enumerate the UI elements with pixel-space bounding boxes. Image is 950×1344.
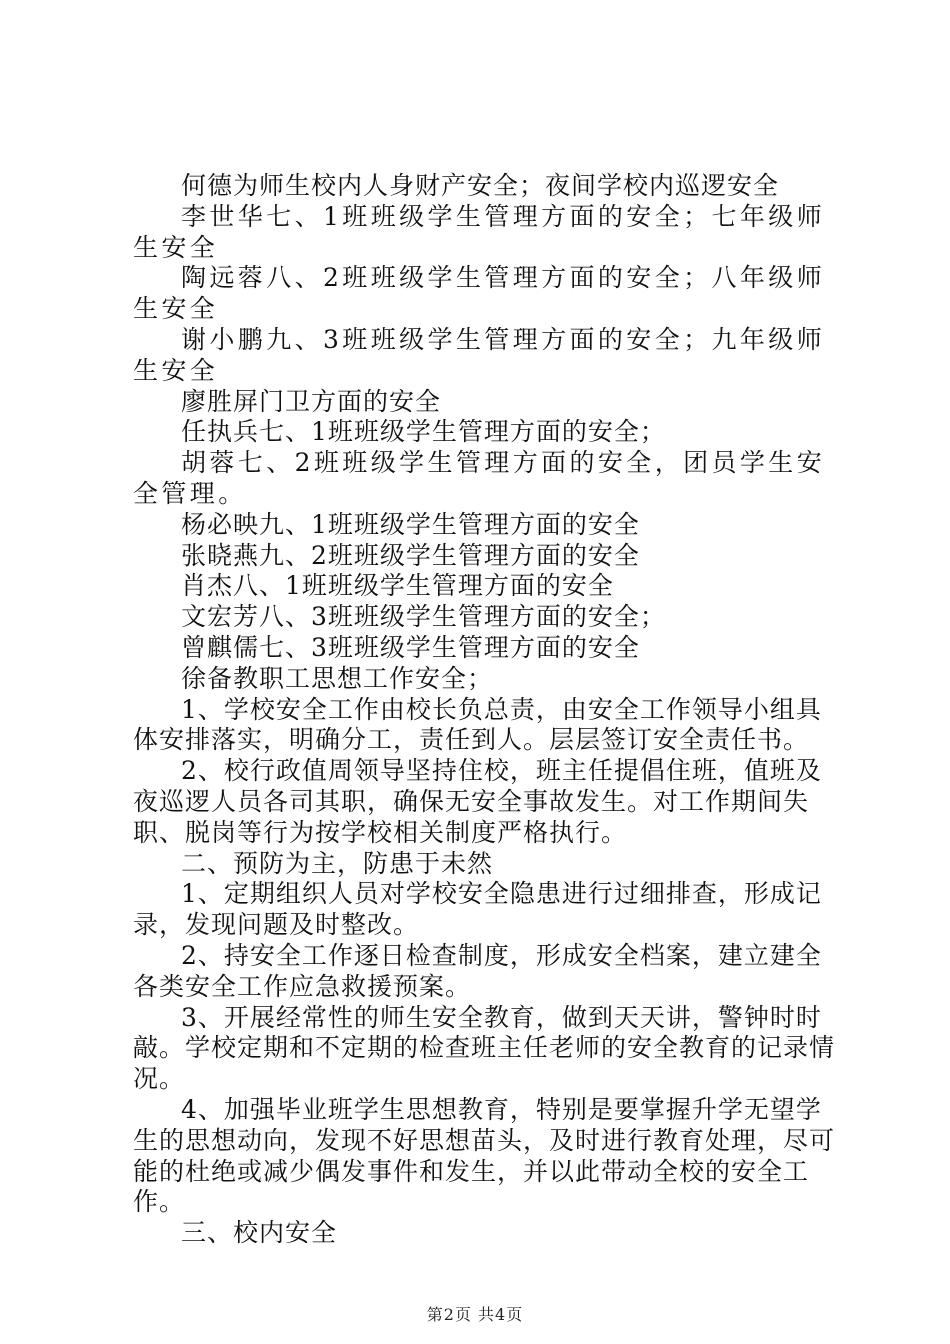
- paragraph-17: 1、定期组织人员对学校安全隐患进行过细排查，形成记录，发现问题及时整改。: [133, 879, 822, 940]
- paragraph-1: 何德为师生校内人身财产安全；夜间学校内巡逻安全: [181, 171, 780, 200]
- paragraph-2: 李世华七、1班班级学生管理方面的安全；七年级师生安全: [133, 201, 826, 262]
- paragraph-8: 杨必映九、1班班级学生管理方面的安全: [181, 509, 640, 539]
- paragraph-4: 谢小鹏九、3班班级学生管理方面的安全；九年级师生安全: [133, 324, 826, 385]
- paragraph-5: 廖胜屏门卫方面的安全: [181, 386, 442, 416]
- paragraph-11: 文宏芳八、3班班级学生管理方面的安全；: [181, 602, 666, 632]
- paragraph-12: 曾麒儒七、3班班级学生管理方面的安全: [181, 632, 640, 662]
- section-heading-3: 三、校内安全: [181, 1218, 338, 1248]
- paragraph-7: 胡蓉七、2班班级学生管理方面的安全，团员学生安全管理。: [133, 448, 826, 508]
- paragraph-6: 任执兵七、1班班级学生管理方面的安全；: [181, 417, 666, 447]
- paragraph-13: 徐备教职工思想工作安全；: [181, 663, 494, 693]
- paragraph-19: 3、开展经常性的师生安全教育，做到天天讲，警钟时时敲。学校定期和不定期的检查班主任老师的安全教育的记录情况。: [133, 1002, 836, 1094]
- page-footer: 第2页 共4页: [426, 1305, 524, 1324]
- paragraph-10: 肖杰八、1班班级学生管理方面的安全: [181, 571, 614, 601]
- paragraph-20: 4、加强毕业班学生思想教育，特别是要掌握升学无望学生的思想动向，发现不好思想苗头，及时进行教育处理，尽可能的杜绝或减少偶发事件和发生，并以此带动全校的安全工作。: [133, 1094, 836, 1217]
- section-heading-2: 二、预防为主，防患于未然: [181, 848, 494, 878]
- paragraph-9: 张晓燕九、2班班级学生管理方面的安全: [181, 540, 640, 570]
- paragraph-18: 2、持安全工作逐日检查制度，形成安全档案，建立建全各类安全工作应急救援预案。: [133, 940, 822, 1001]
- paragraph-15: 2、校行政值周领导坚持住校，班主任提倡住班，值班及夜巡逻人员各司其职，确保无安全事故发生。对工作期间失职、脱岗等行为按学校相关制度严格执行。: [133, 756, 822, 847]
- paragraph-14: 1、学校安全工作由校长负总责，由安全工作领导小组具体安排落实，明确分工，责任到人。层层签订安全责任书。: [133, 694, 822, 755]
- paragraph-3: 陶远蓉八、2班班级学生管理方面的安全；八年级师生安全: [133, 263, 826, 324]
- document-body: [133, 171, 843, 1249]
